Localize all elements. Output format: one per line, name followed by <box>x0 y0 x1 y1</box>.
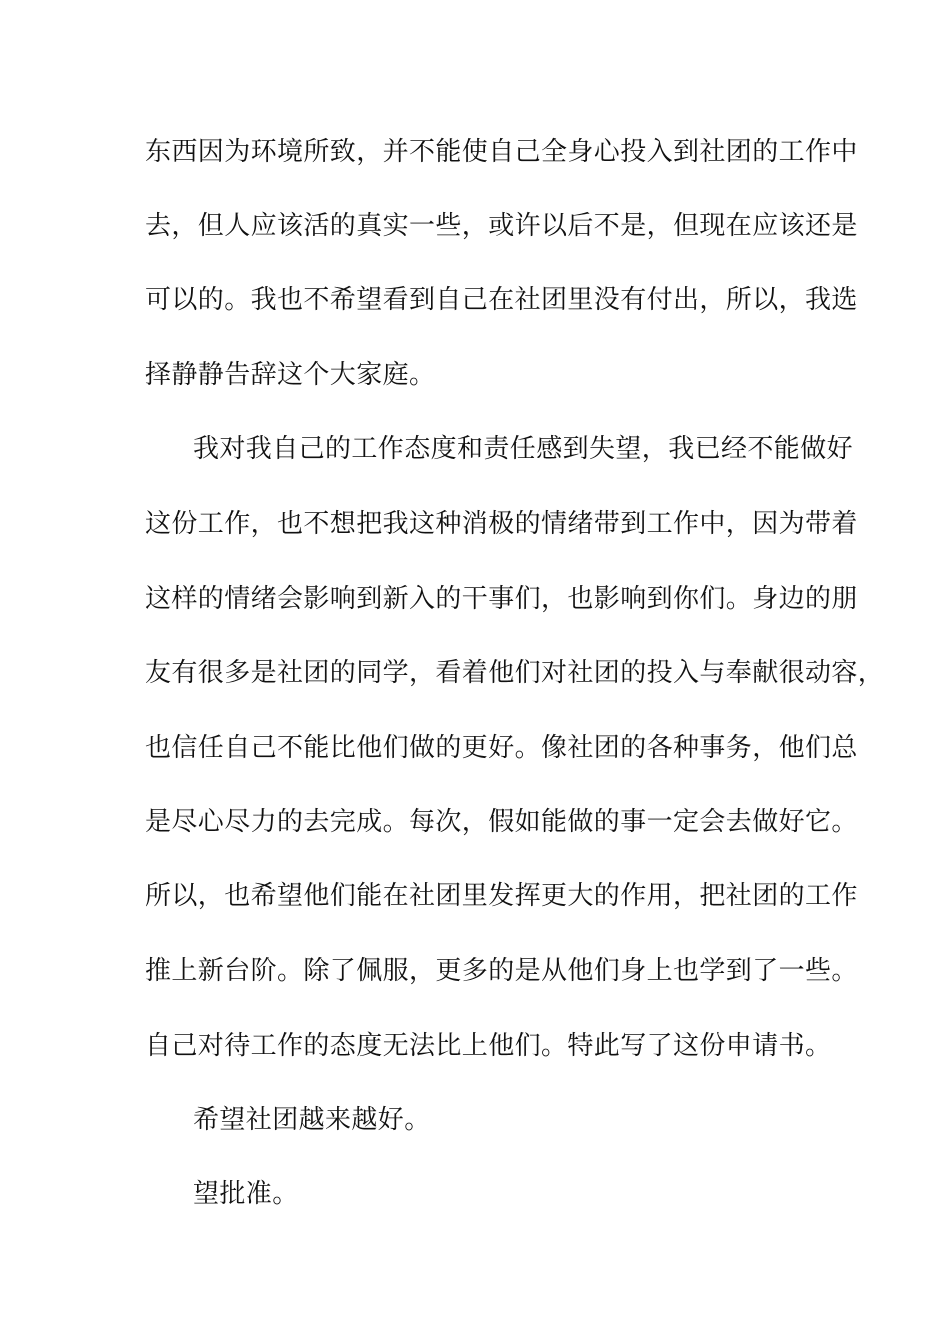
paragraph-1-line-1: 东西因为环境所致，并不能使自己全身心投入到社团的工作中 <box>145 137 858 167</box>
paragraph-2-line-9: 自己对待工作的态度无法比上他们。特此写了这份申请书。 <box>145 1031 832 1061</box>
paragraph-2-line-4: 友有很多是社团的同学，看着他们对社团的投入与奉献很动容， <box>145 658 885 688</box>
paragraph-3: 希望社团越来越好。 <box>193 1105 431 1135</box>
paragraph-2-line-2: 这份工作，也不想把我这种消极的情绪带到工作中，因为带着 <box>145 509 858 539</box>
paragraph-1-line-2: 去，但人应该活的真实一些，或许以后不是，但现在应该还是 <box>145 211 858 241</box>
paragraph-2-line-6: 是尽心尽力的去完成。每次，假如能做的事一定会去做好它。 <box>145 807 858 837</box>
paragraph-1-line-3: 可以的。我也不希望看到自己在社团里没有付出，所以，我选 <box>145 285 858 315</box>
paragraph-2-line-5: 也信任自己不能比他们做的更好。像社团的各种事务，他们总 <box>145 733 858 763</box>
paragraph-4: 望批准。 <box>193 1179 299 1209</box>
paragraph-1-line-4: 择静静告辞这个大家庭。 <box>145 360 436 390</box>
paragraph-2-line-7: 所以，也希望他们能在社团里发挥更大的作用，把社团的工作 <box>145 881 858 911</box>
paragraph-2-line-8: 推上新台阶。除了佩服，更多的是从他们身上也学到了一些。 <box>145 956 858 986</box>
paragraph-2-line-3: 这样的情绪会影响到新入的干事们，也影响到你们。身边的朋 <box>145 584 858 614</box>
paragraph-2-line-1: 我对我自己的工作态度和责任感到失望，我已经不能做好 <box>193 434 854 464</box>
